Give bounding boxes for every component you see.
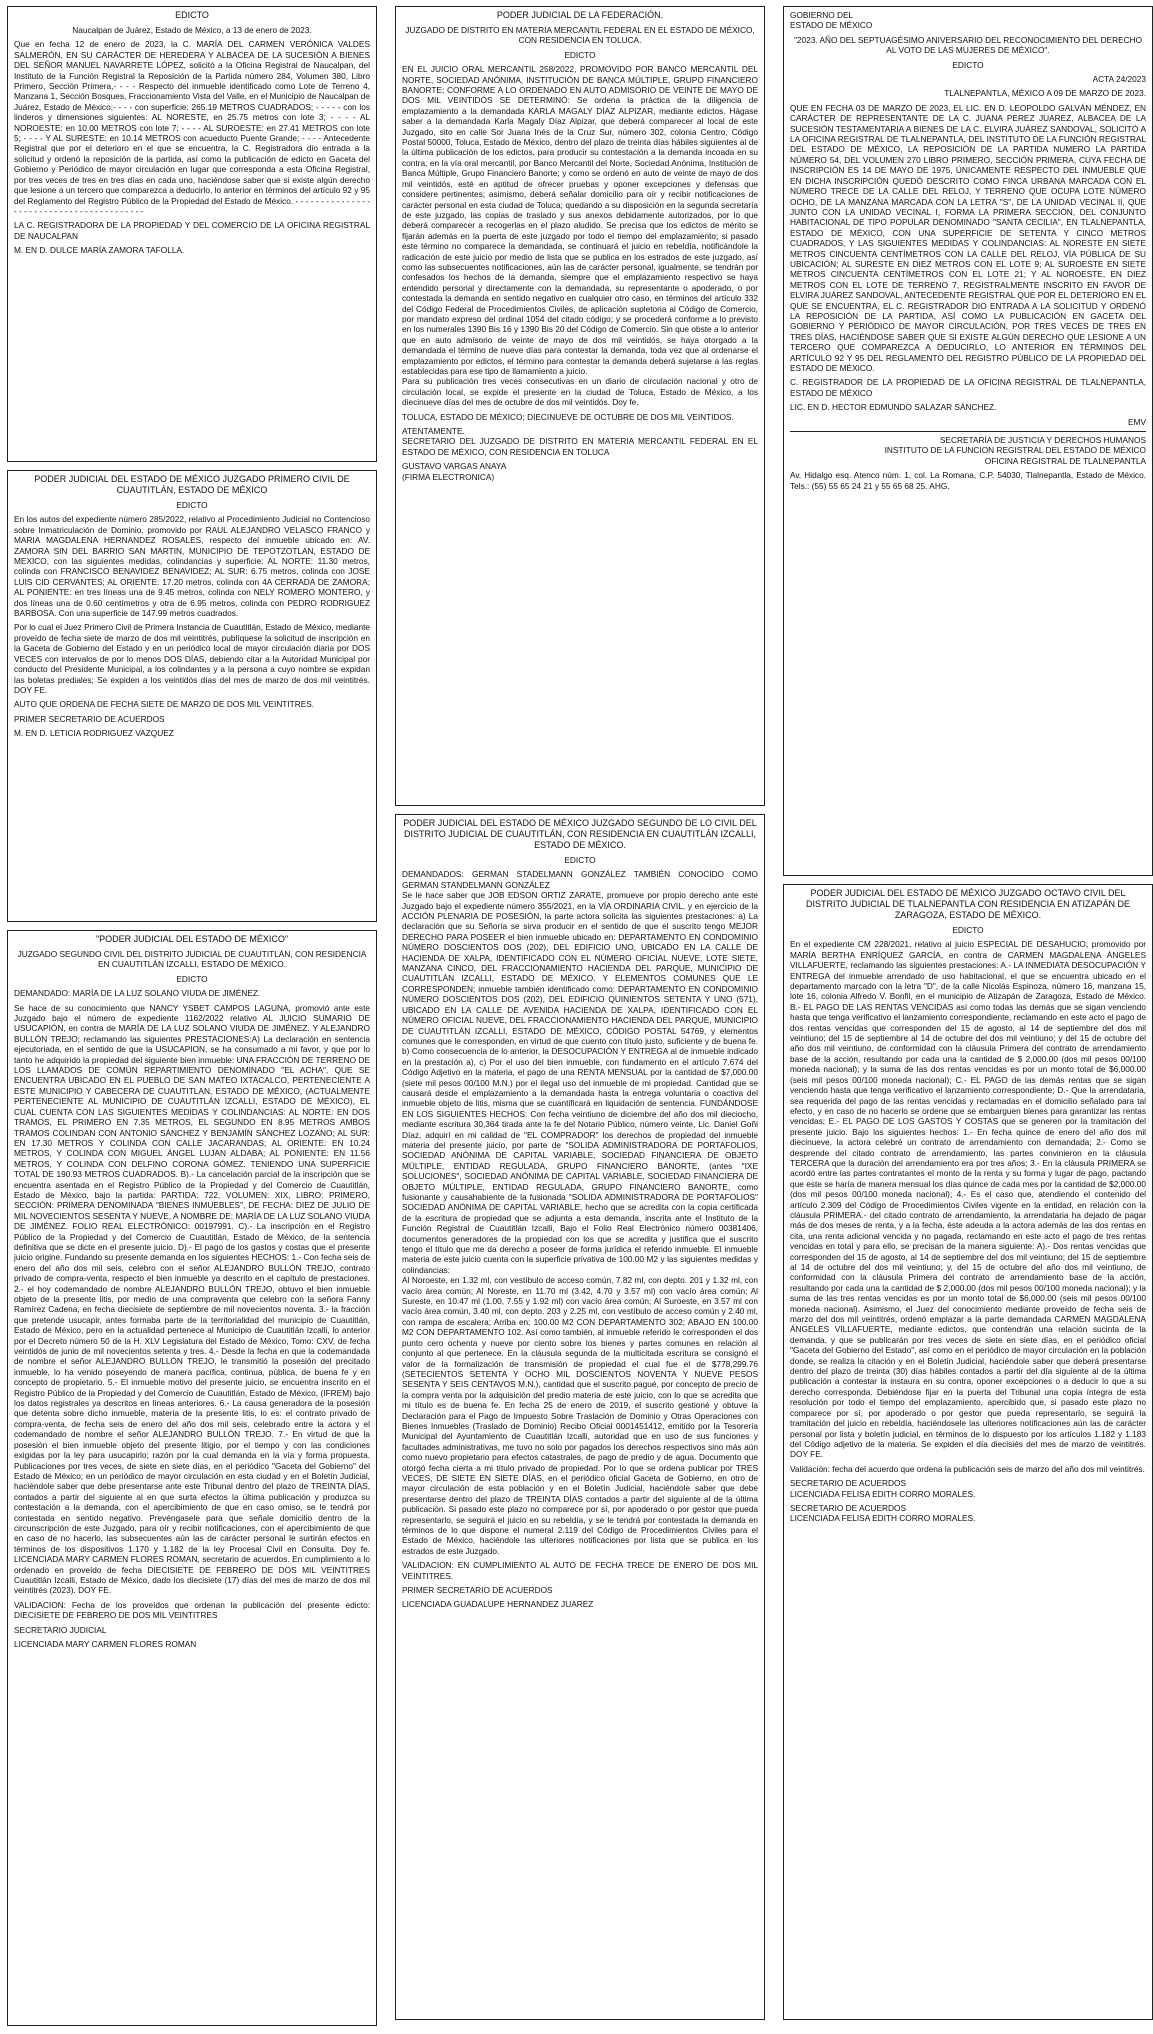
edict-signature-title: SECRETARIO JUDICIAL — [14, 1624, 107, 1635]
edict-signature-name: M. EN D. LETICIA RODRIGUEZ VAZQUEZ — [14, 728, 174, 739]
edict-title: EDICTO — [176, 973, 208, 984]
edict-paragraph: EN EL JUICIO ORAL MERCANTIL 258/2022, PROMOVIDO POR BANCO MERCANTIL DEL NORTE, SOCIEDAD ANÓNIMA, INSTITUCIÓN DE BANCA MÚLTIPLE, GRUPO FINANCIERO BANORTE; CONFORME A LO ORDENADO EN AUTO ADMISORIO DE VEINTE DE MAYO DE DOS MIL VEINTIDÓS SE DETERMINÓ: Se ordena la práctica de la diligencia de emplazamiento a la demandada KARLA MAGALY DÍAZ ALPIZAR, mediante edictos. Hágase saber a la demandada Karla Magaly Díaz Alpizar, que deberá comparecer al local de este Juzgado, sito en calle Sor Juana Inés de la Cruz Sur, número 302, colonia Centro, Código Postal 50000, Toluca, Estado de México, dentro del plazo de treinta días hábiles siguientes al de la última publicación de los edictos, para producir su contestación a la demanda incoada en su contra, en la vía oral mercantil, por Banco Mercantil del Norte, Sociedad Anónima, Institución de Banca Múltiple, Grupo Financiero Banorte; y como se ordenó en auto de veinte de mayo de dos mil veintidós, esté en aptitud de ofrecer pruebas y oponer excepciones y defensas que considere pertinentes; asimismo, deberá señalar domicilio para oír y recibir notificaciones de carácter personal en esta ciudad de Toluca; quedando a su disposición en la segunda secretaría de este juzgado, las copias de traslado y sus anexos debidamente autorizados, por lo que deberá comparecer a recogerlas en el plazo aludido. Se precisa que los edictos de mérito se fijarán además en la puerta de este juzgado por todo el tiempo del emplazamiento; si pasado este término no comparece la demandada, se continuará el juicio en rebeldía, notificándole la radicación de este juicio por medio de lista que se publica en los estrados de este juzgado, así como las subsecuentes notificaciones, aún las de carácter personal, igualmente, se tendrán por confesados los hechos de la demanda, siempre que el emplazamiento respectivo se haya entendido personal y directamente con la demandada, su representante o apoderado, o por contestada la demanda en sentido negativo en cualquier otro caso, en términos del artículo 332 del Código Federal de Procedimientos Civiles, de aplicación supletoria al Código de Comercio, por mandato expreso del ordinal 1054 del citado código; y se procederá conforme a lo previsto en los numerales 1390 Bis 16 y 1390 Bis 20 del Código de Comercio. Sin que obste a lo anterior que en auto admisorio de veinte de mayo de dos mil veintidós, se haya otorgado a la demandada el término de nueve días para contestar la demanda, toda vez que al ordenarse el emplazamiento por edictos, el término para contestar la demanda deberá sujetarse a las reglas establecidas para ese tipo de llamamiento a juicio. Para su publicación tres veces consecutivas en un diario de circulación nacional y otro de circulación local, se expide el presente en la ciudad de Toluca, Estado de México, a los diecinueve días del mes de octubre de dos mil veintidós. Doy fe. — [402, 64, 758, 408]
edict-title: EDICTO — [952, 59, 984, 70]
edict-paragraph: Naucalpan de Juárez, Estado de México, a 13 de enero de 2023. — [72, 25, 312, 35]
edict-header: PODER JUDICIAL DEL ESTADO DE MÉXICO JUZGADO SEGUNDO DE LO CIVIL DEL DISTRITO JUDICIAL DE CUAUTITLÁN, CON RESIDENCIA EN CUAUTITLÁN IZCALLI, ESTADO DE MÉXICO. — [403, 818, 757, 850]
edict-paragraph: En los autos del expediente número 285/2022, relativo al Procedimiento Judicial no Contencioso sobre Inmatriculación de Dominio, promovido por RAUL ALEJANDRO VELASCO FRANCO y MARIA MAGDALENA HERNANDEZ ROSALES, respecto del inmueble ubicado en: AV. ZAMORA SIN DEL BARRIO SAN MARTIN, MUNICIPIO DE TEPOTZOTLAN, ESTADO DE MEXICO, con las siguientes medidas, colindancias y superficie: AL NORTE: 11.30 metros, colinda con FRANCISCO BENAVIDEZ BENAVIDEZ; AL SUR: 6.75 metros, colinda con JOSE LUIS CID CERVANTES; AL ORIENTE: 17.20 metros, colinda con 4A CERRADA DE ZAMORA; AL PONIENTE: en tres líneas una de 9.45 metros, colinda con NELY ROMERO MONTERO, y dos líneas una de 0.60 centímetros y otra de 6.95 metros, colinda con PEDRO RODRIGUEZ BARBOSA. Con una superficie de 147.99 metros cuadrados. — [14, 514, 370, 619]
acta-number: ACTA 24/2023 — [1092, 74, 1146, 85]
edict-paragraph: QUE EN FECHA 03 DE MARZO DE 2023, EL LIC. EN D. LEOPOLDO GALVÁN MÉNDEZ, EN CARÁCTER DE REPRESENTANTE DE LA C. JUANA PEREZ JUAREZ, ALBACEA DE LA SUCESIÓN TESTAMENTARIA A BIENES DE LA C. ELVIRA JUÁREZ SANDOVAL, SOLICITÓ A LA OFICINA REGISTRAL DE TLALNEPANTLA, DEL INSTITUTO DE LA FUNCIÓN REGISTRAL DEL ESTADO DE MÉXICO, LA REPOSICIÓN DE LA PARTIDA NUMERO LA PARTIDA NÚMERO 54, DEL VOLUMEN 270 LIBRO PRIMERO, SECCIÓN PRIMERA, CUYA FECHA DE INSCRIPCIÓN ES 14 DE MAYO DE 1975, ÚNICAMENTE RESPECTO DEL INMUEBLE QUE EN DICHA INSCRIPCIÓN QUEDÓ DESCRITO COMO FINCA URBANA MARCADA CON EL NÚMERO TRECE DE LA CALLE DEL RELOJ, Y TERRENO QUE OCUPA LOTE NÚMERO OCHO, DE LA MANZANA MARCADA CON LA LETRA "S", DE LA UNIDAD VECINAL II, QUE JUNTO CON LA UNIDAD VECINAL I, FORMA LA PRIMERA SECCIÓN, DEL CONJUNTO HABITACIONAL DE TIPO POPULAR DENOMINADO "SANTA CECILIA", EN TLALNEPANTLA, ESTADO DE MÉXICO, CON UNA SUPERFICIE DE SETENTA Y CINCO METROS CUADRADOS, Y LAS SIGUIENTES MEDIDAS Y COLINDANCIAS: AL NORESTE EN SIETE METROS CINCUENTA CENTÍMETROS CON LA CALLE DEL RELOJ, VÍA PÚBLICA DE SU UBICACIÓN; AL SURESTE EN DIEZ METROS CON EL LOTE 9; AL SUROESTE EN SIETE METROS CINCUENTA CENTÍMETROS CON EL LOTE 21; Y AL NOROESTE, EN DIEZ METROS CON EL LOTE DE TERRENO 7, REGISTRALMENTE INSCRITO EN FAVOR DE ELVIRA JUÁREZ SANDOVAL, ANTECEDENTE REGISTRAL QUE POR EL DETERIORO EN EL QUE SE ENCUENTRA, EL C. REGISTRADOR DIO ENTRADA A LA SOLICITUD Y ORDENÓ LA REPOSICIÓN DE LA PARTIDA, ASÍ COMO LA PUBLICACIÓN EN GACETA DEL GOBIERNO Y PERIÓDICO DE MAYOR CIRCULACIÓN, POR TRES VECES DE TRES EN TRES DÍAS, HACIÉNDOSE SABER QUE SI EXISTE ALGÚN DERECHO QUE LESIONE A UN TERCERO QUE COMPAREZCA A DEDUCIRLO, LO ANTERIOR EN TÉRMINOS DEL ARTÍCULO 92 Y 95 DEL REGLAMENTO DEL REGISTRO PÚBLICO DE LA PROPIEDAD DEL ESTADO DE MÉXICO. — [790, 102, 1146, 373]
edict-title: EDICTO — [952, 925, 984, 935]
column-1 — [7, 6, 377, 2034]
year-motto: "2023. AÑO DEL SEPTUAGÉSIMO ANIVERSARIO DEL RECONOCIMIENTO DEL DERECHO AL VOTO DE LAS MUJERES DE MÉXICO". — [793, 34, 1143, 56]
edict-title: EDICTO — [564, 855, 596, 865]
edict-paragraph: VALIDACION: Fecha de los proveídos que ordenan la publicación del presente edicto: DIECISIETE DE FEBRERO DE DOS MIL VEINTITRES — [14, 1599, 370, 1621]
government-header: GOBIERNO DEL ESTADO DE MÉXICO — [790, 10, 873, 31]
edict-signature-name: GUSTAVO VARGAS ANAYA (FIRMA ELECTRONICA) — [402, 461, 507, 482]
edict-tlalnepantla-registral — [783, 6, 1153, 876]
edict-signature-name: LICENCIADA GUADALUPE HERNANDEZ JUAREZ — [402, 1599, 594, 1610]
edict-signature-title: LA C. REGISTRADORA DE LA PROPIEDAD Y DEL COMERCIO DE LA OFICINA REGISTRAL DE NAUCALPAN — [14, 220, 370, 241]
edict-paragraph: Que en fecha 12 de enero de 2023, la C. MARÍA DEL CARMEN VERÓNICA VALDES SALMERÓN, EN SU CARÁCTER DE HEREDERA Y ALBACEA DE LA SUCESIÓN A BIENES DEL SEÑOR MANUEL NAVARRETE LÓPEZ, solicitó a la Oficina Registral de Naucalpan, del Instituto de la Función Registral la Reposición de la Partida número 284, Volumen 380, Libro Primero, Sección Primera,- - - - Respecto del inmueble identificado como Lote de Terreno 4, Manzana 1, Sección Bosques, Fraccionamiento Vista del Valle, en el Municipio de Naucalpan de Juárez, Estado de México;- - - - con superficie: 265.19 METROS CUADRADOS; - - - - - con los linderos y dimensiones siguientes: AL NORESTE, en 25.75 metros con lote 3; - - - - AL NOROESTE: en 10.00 METROS con lote 7; - - - - AL SUROESTE: en 27.41 METROS con lote 5; - - - - Y AL SURESTE: en 10.14 METROS con acueducto Puente Grande; - - - - Antecedente Registral que por el deterioro en el que se encuentra, la C. Registradora dio entrada a la solicitud y ordenó la reposición de la partida, así como la publicación de edicto en Gaceta del Gobierno y Periódico de mayor circulación en lugar que corresponda a esta Oficina Registral, por tres veces de tres en tres días en cada uno, haciéndose saber que si existe algún derecho que lesione a un tercero que comparezca a deducirlo, lo anterior en términos del artículo 92 y 95 del Reglamento del Registro Público de la Propiedad del Estado de México. - - - - - - - - - - - - - - - - - - - - - - - - - - - - - - - - - - - - - - - - - — [14, 39, 370, 216]
edict-signature-title: SECRETARIO DE ACUERDOS LICENCIADA FELISA EDITH CORRO MORALES. — [790, 1478, 976, 1499]
edict-title: EDICTO — [564, 49, 596, 60]
edict-toluca-federal — [395, 6, 765, 806]
address-footer: Av. Hidalgo esq. Atenco núm. 1, col. La Romana, C.P. 54030, Tlalnepantla, Estado de México. Tels.: (55) 55 65 24 21 y 55 65 68 25. AHG. — [790, 470, 1146, 491]
edict-header: "PODER JUDICIAL DEL ESTADO DE MÉXICO" — [95, 934, 289, 944]
column-3 — [783, 6, 1153, 2028]
edict-paragraph: JUZGADO DE DISTRITO EN MATERIA MERCANTIL FEDERAL EN EL ESTADO DE MÉXICO, CON RESIDENCIA EN TOLUCA. — [405, 25, 755, 46]
edict-paragraph: JUZGADO SEGUNDO CIVIL DEL DISTRITO JUDICIAL DE CUAUTITLÁN, CON RESIDENCIA EN CUAUTITLÁN IZCALLI, ESTADO DE MÉXICO. — [17, 949, 367, 970]
edict-cuautitlan-1 — [7, 470, 377, 922]
edict-signature-name: M. EN D. DULCE MARÍA ZAMORA TAFOLLA. — [14, 245, 185, 256]
edict-paragraph: TOLUCA, ESTADO DE MÉXICO; DIECINUEVE DE OCTUBRE DE DOS MIL VEINTIDOS. — [402, 411, 734, 422]
edict-signature-name: LICENCIADA MARY CARMEN FLORES ROMAN — [14, 1639, 197, 1649]
edict-signature-title: ATENTAMENTE. SECRETARIO DEL JUZGADO DE DISTRITO EN MATERIA MERCANTIL FEDERAL EN EL ESTADO DE MÉXICO, CON RESIDENCIA EN TOLUCA — [402, 426, 758, 457]
edict-paragraph: VALIDACION: EN CUMPLIMIENTO AL AUTO DE FECHA TRECE DE ENERO DE DOS MIL VEINTITRES. — [402, 1560, 758, 1581]
edict-naucalpan — [7, 6, 377, 462]
edict-signature-title: PRIMER SECRETARIO DE ACUERDOS — [402, 1585, 553, 1596]
edict-header: PODER JUDICIAL DEL ESTADO DE MÉXICO JUZGADO PRIMERO CIVIL DE CUAUTITLÁN, ESTADO DE MÉXICO — [34, 474, 350, 495]
edict-signature-name: SECRETARIO DE ACUERDOS LICENCIADA FELISA EDITH CORRO MORALES. — [790, 1502, 976, 1524]
edict-header: EDICTO — [175, 10, 209, 20]
initials: EMV — [1128, 416, 1146, 427]
edict-date: TLALNEPANTLA, MÉXICO A 09 DE MARZO DE 2023. — [944, 88, 1146, 99]
edict-header: PODER JUDICIAL DE LA FEDERACIÓN. — [496, 10, 664, 20]
edict-paragraph: En el expediente CM 228/2021, relativo al juicio ESPECIAL DE DESAHUCIO, promovido por MARÍA BERTHA ENRÍQUEZ GARCÍA, en contra de CARMEN MAGDALENA ÁNGELES VILLAFUERTE, reclamando las siguientes prestaciones: A.- LA INMEDIATA DESOCUPACIÓN Y ENTREGA del inmueble arrendado de uso habitacional, el que se encuentra ubicado en el departamento marcado con la letra "D", de la calle Nicolás Espinoza, número 16, manzana 15, lote 16, colonia Alfredo V. Bonfil, en el municipio de Atizapán de Zaragoza, Estado de México. B.- EL PAGO DE LAS RENTAS VENCIDAS así como todas las demás que se sigan venciendo hasta que tenga verificativo el lanzamiento correspondiente, reclamando en este acto el pago de dos rentas vencidas que corresponden del 15 de agosto, al 14 de septiembre del dos mil veintiuno; del 15 de septiembre al 14 de octubre del dos mil veintiuno; y del 15 de octubre del año dos mil veintiuno, de conformidad con la cláusula Primera del contrato de arrendamiento base de la acción, resultando por cada una la cantidad de $ 2,000.00 (dos mil pesos 00/100 moneda nacional); y la suma de las dos rentas vencidas es por un monto total de $6,000.00 (seis mil pesos 00/100 moneda nacional); C.- EL PAGO de las demás rentas que se sigan venciendo hasta que tenga verificativo el lanzamiento correspondiente; D.- Que la arrendataria, sea requerida del pago de las rentas vencidas y reclamadas en el domicilio señalado para tal efecto, y en caso de no hacerlo se ordene que se embarguen bienes para garantizar las rentas vencidas; E.- EL PAGO DE LOS GASTOS Y COSTAS que se generen por la tramitación del presente juicio. Bajo los siguientes hechos: 1.- En fecha quince de enero del año dos mil diecinueve, la actora celebré un contrato de arrendamiento con demandada; 2.- Como se desprende del citado contrato de arrendamiento, las partes convinieron en la cláusula TERCERA que la duración del arrendamiento era por tres años; 3.- En la cláusula PRIMERA se acordó entre las partes contratantes el monto de la renta y su forma y lugar de pago, pactando que este se haría de manera mensual los días quince de cada mes por la cantidad de $2,000.00 (dos mil pesos 00/100 moneda nacional); 4.- Es el caso que, atendiendo el contenido del artículo 2.309 del Código de Procedimientos Civiles vigente en la entidad, en relación con la cláusula PRIMERA.- del citado contrato de arrendamiento, la arrendataria ha dejado de pagar más de dos meses de renta, y a la fecha, éste adeuda a la actora además de las dos rentas en cita, una renta adicional vencida y no pagada, reclamando en este acto el pago de tres rentas vencidas en total y para ello, se precisan de la manera siguiente: A).- Dos rentas vencidas que corresponden del 15 de agosto, al 14 de septiembre del dos mil veintiuno; del 15 de septiembre al 14 de octubre del dos mil veintiuno; y, del 15 de octubre del año dos mil veintiuno, de conformidad con la cláusula Primera del contrato de arrendamiento base de la acción, resultando por cada una la cantidad de $ 2,000.00 (dos mil pesos 00/100 moneda nacional); y la suma de las tres rentas vencidas es por un monto total de $6,000.00 (seis mil pesos 00/100 moneda nacional). Asimismo, el Juez del conocimiento mediante proveído de fecha seis de marzo del dos mil veintitrés, ordenó emplazar a la parte demandada CARMEN MAGDALENA ÁNGELES VILLAFUERTE, mediante edictos, que contendrán una relación sucinta de la demanda, y que se publicarán por tres veces de siete en siete días, en el periódico oficial "Gaceta del Gobierno del Estado", así como en el periódico de mayor circulación en la población donde, se realiza la citación y en el Boletín Judicial, haciéndole saber que deberá presentarse dentro del plazo de treinta (30) días hábiles contados a partir del día siguiente al de la última publicación a contestar la instaura en su contra, oponer excepciones o a deducir lo que a su derecho corresponda. Debiéndose fijar en la puerta del Tribunal una copia íntegra de esta resolución por todo el tiempo del emplazamiento, apercibido que, si pasado este plazo no comparece por sí, por apoderado o por gestor que pueda representarlo, se seguirá la tramitación del juicio en rebeldía, haciéndosele las ulteriores notificaciones aún las de carácter personal por lista y boletín judicial, en términos de lo dispuesto por los artículos 1.182 y 1.183 del Código adjetivo de la materia. Se expiden el día diecisiés del mes de marzo de veintitrés. DOY FE. — [790, 939, 1146, 1460]
edict-paragraph: AUTO QUE ORDENA DE FECHA SIETE DE MARZO DE DOS MIL VEINTITRES. — [14, 699, 315, 710]
edict-paragraph: DEMANDADO: MARÍA DE LA LUZ SOLANO VIUDA DE JIMÉNEZ. — [14, 988, 261, 999]
edict-paragraph: Validación: fecha del acuerdo que ordena la publicación seis de marzo del año dos mil veintitrés. — [790, 1463, 1145, 1474]
edict-signature-title: PRIMER SECRETARIO DE ACUERDOS — [14, 713, 165, 724]
edict-paragraph: DEMANDADOS: GERMAN STADELMANN GONZÁLEZ TAMBIÉN CONOCIDO COMO GERMAN STANDELMANN GONZÁLEZ Se le hace saber que JOB EDSON ORTIZ ZARATE, promueve por propio derecho ante este Juzgado bajo el expediente número 355/2021, en la VÍA ORDINARIA CIVIL, y en ejercicio de la ACCIÓN PLENARIA DE POSESIÓN, la parte actora solicita las siguientes prestaciones: a) La declaración que su Señoría se sirva producir en el sentido de que el suscrito tengo MEJOR DERECHO PARA POSEER el bien inmueble ubicado en: DEPARTAMENTO EN CONDOMINIO NÚMERO DOSCIENTOS DOS (202), DEL EDIFICIO UNO, UBICADO EN LA CALLE DE HACIENDA DE XALPA, IDENTIFICADO CON EL NÚMERO OFICIAL NUEVE, LOTE SIETE, MANZANA CINCO, DEL FRACCIONAMIENTO HACIENDA DEL PARQUE, MUNICIPIO DE CUAUTITLÁN IZCALLI, ESTADO DE MÉXICO. Y ELEMENTOS COMUNES QUE LE CORRESPONDEN; inmueble también identificado como: DEPARTAMENTO EN CONDOMINIO NÚMERO DOSCIENTOS DOS (202), DEL EDIFICIO QUINIENTOS SETENTA Y UNO (571), UBICADO EN LA CALLE DE AVENIDA HACIENDA DE XALPA, IDENTIFICADO CON EL NÚMERO OFICIAL NUEVE, DEL FRACCIONAMIENTO HACIENDA DEL PARQUE, MUNICIPIO DE CUAUTITLÁN IZCALLI, ESTADO DE MÉXICO, CÓDIGO POSTAL 54769, y elementos comunes que le corresponden, en virtud de que cuento con título justo, suficiente y de buena fe. b) Como consecuencia de lo anterior, la DESOCUPACIÓN Y ENTREGA al de inmueble indicado en la prestación a), c) Por el uso del bien inmueble, con fundamento en el artículo 7.674 del Código Adjetivo en la materia, el pago de una RENTA MENSUAL por la cantidad de $7,000.00 (siete mil pesos 00/100 M.N.) por el ilegal uso del inmueble de mi propiedad. Cantidad que se causará desde el emplazamiento a la demandada hasta la entrega voluntaria o coactiva del inmueble objeto de litis, misma que se cuantificará en liquidación de sentencia. FUNDÁNDOSE EN LOS SIGUIENTES HECHOS: Con fecha veintiuno de diciembre del año dos mil dieciocho, mediante escritura 30,364 tirada ante la fe del Notario Público, número veinte, Lic. Daniel Goñi Díaz, adquirí en mi calidad de "EL COMPRADOR" los derechos de propiedad del inmueble materia del presente juicio, por parte de "SOLIDA ADMINISTRADORA DE PORTAFOLIOS, SOCIEDAD ANÓNIMA DE CAPITAL VARIABLE, SOCIEDAD FINANCIERA DE OBJETO MÚLTIPLE, ENTIDAD REGULADA, GRUPO FINANCIERO BANORTE, (antes "IXE SOLUCIONES", SOCIEDAD ANÓNIMA DE CAPITAL VARIABLE, SOCIEDAD FINANCIERA DE OBJETO MÚLTIPLE, ENTIDAD REGULADA, GRUPO FINANCIERO BANORTE, como fusionante y causahabiente de la fusionada "SOLIDA ADMINISTRADORA DE PORTAFOLIOS" SOCIEDAD ANÓNIMA DE CAPITAL VARIABLE, hecho que se acredita con la copia certificada de la escritura de propiedad que se adjunta a esta demanda, inscrita ante el Instituto de la Función Registral de Cuautitlán Izcalli, Bajo el Folio Real Electrónico número 00381406, documentos generadores de la propiedad con los que se acredita y justifica que el suscrito tengo el título que me da derecho a poseer de forma jurídica el referido inmueble. El inmueble materia de este juicio cuenta con la superficie privativa de 100.00 M2 y las siguientes medidas y colindancias: Al Noroeste, en 1.32 ml, con vestíbulo de acceso común, 7.82 ml, con depto. 201 y 1.32 ml, con vacío área común; Al Noreste, en 11.70 ml (3.42, 4.70 y 3.57 ml) con vacío área común; Al Sureste, en 10.47 ml (1.00, 7.55 y 1.92 ml) con vacío área común; Al Suroeste, en 3.57 ml con vacío área común, 3.40 ml, con depto. 203 y 2.25 ml, con vestíbulo de acceso común y 2.40 ml, con rampa de escalera; Arriba en: 100.00 M2 CON DEPARTAMENTO 302; ABAJO EN 100.00 M2 CON DEPARTAMENTO 102. Así como también, al inmueble referido le corresponden el dos punto cero ochenta y nueve por ciento sobre los bienes y partes comunes en relación al conjunto al que pertenece. En la cláusula segunda de la multicitada escritura se consignó el valor de la formalización de transmisión de propiedad el cual fue el de $778,299.76 (SETECIENTOS SETENTA Y OCHO MIL DOSCIENTOS NOVENTA Y NUEVE PESOS SESENTA Y SEIS CENTAVOS M.N.), cantidad que el suscrito pagué, por concepto de precio de la compra venta por la adquisición del predio materia de este juicio, con lo que se acredita que mi título es de buena fe. En fecha 25 de enero de 2019, el suscrito gestioné y obtuve la Declaración para el Pago de Impuesto Sobre Traslación de Dominio y Otras Operaciones con Bienes Inmuebles (Traslado de Dominio) Recibo Oficial 0001451412, emitido por la Tesorería Municipal del Ayuntamiento de Cuautitlán Izcalli, autoridad que en uso de sus funciones y facultades administrativas, me tuvo no solo por pagados los derechos respectivos sino más aún como nuevo propietario para efectos catastrales, de pago de predio y de agua. Documento que otorgó fecha cierta a mi título privado de propiedad. Por lo que se ordena publicar por TRES VECES, DE SIETE EN SIETE DÍAS, en el periódico oficial Gaceta de Gobierno, en otro de mayor circulación de esta población y en el Boletín Judicial, haciéndole saber que debe presentarse dentro del plazo de TREINTA DÍAS contados a partir del siguiente al de la última publicación. Si pasado este plazo no comparece por sí, por apoderado o por gestor que pueda representarlo, se seguirá el juicio en su rebeldía, y se le tendrá por contestada la demanda en términos de lo que dispone el numeral 2.119 del Código de Procedimientos Civiles para el Estado de México, haciéndole las ulteriores notificaciones por lista que se publica en los estrados de este Juzgado. — [402, 869, 758, 1556]
edict-atizapan — [783, 884, 1153, 2020]
edict-paragraph: Por lo cual el Juez Primero Civil de Primera Instancia de Cuautitlán, Estado de México, mediante proveído de fecha siete de marzo de dos mil veintitrés, publíquese la solicitud de inscripción en la Gaceta de Gobierno del Estado y en un periódico local de mayor circulación diaria por DOS VECES con intervalos de por lo menos DOS DÍAS, debiendo citar a la Autoridad Municipal por conducto del Presidente Municipal, a los colindantes y a la persona a cuyo nombre se expidan las boletas prediales; Se expiden a los veintidós días del mes de marzo de dos mil veintitrés. DOY FE. — [14, 622, 371, 695]
edict-signature-title: C. REGISTRADOR DE LA PROPIEDAD DE LA OFICINA REGISTRAL DE TLALNEPANTLA, ESTADO DE MÉXICO — [790, 377, 1146, 398]
edict-signature-name: LIC. EN D. HECTOR EDMUNDO SALAZAR SÁNCHEZ. — [790, 402, 997, 413]
edict-cuautitlan-izcalli-2 — [395, 814, 765, 2020]
edict-cuautitlan-izcalli — [7, 930, 377, 2026]
edict-paragraph: Se hace de su conocimiento que NANCY YSBET CAMPOS LAGUNA, promovió ante este Juzgado bajo el número de expediente 1162/2022 relativo AL JUICIO SUMARIO DE USUCAPIÓN, en contra de MARÍA DE LA LUZ SOLANO VIUDA DE JIMÉNEZ. Y ALEJANDRO BULLÓN TREJO; reclamando las siguientes PRESTACIONES:A) La declaración en sentencia ejecutoriada, en el sentido de que la USUCAPION, se ha consumado a mi favor, y que por lo tanto he adquirido la propiedad del siguiente bien inmueble: UNA FRACCIÓN DE TERRENO DE LOS LLAMADOS DE COMÚN REPARTIMIENTO DENOMINADO "EL ACHA", QUE SE ENCUENTRA UBICADO EN EL PUEBLO DE SAN MATEO IXTACALCO, PERTENECIENTE A ESTE MUNICIPIO Y CABECERA DE CUAUTITLAN, ESTADO DE MÉXICO, (ACTUALMENTE PERTENECIENTE AL MUNICIPIO DE CUAUTITLÁN IZCALLI, ESTADO DE MÉXICO), EL CUAL CUENTA CON LAS SIGUIENTES MEDIDAS Y COLINDANCIAS: AL NORTE: EN DOS TRAMOS, EL PRIMERO EN 7.35 METROS, EL SEGUNDO EN 8.95 METROS AMBOS TRAMOS COLINDAN CON ANTONIO SÁNCHEZ Y BENJAMÍN SÁNCHEZ LOZANO; AL SUR: EN 17.30 METROS Y COLINDA CON CALLE JACARANDAS; AL ORIENTE: EN 10.24 METROS, Y COLINDA CON MIGUEL ÁNGEL LUJAN ALDABA; AL PONIENTE: EN 11.56 METROS, Y COLINDA CON DELFINO CORONA GÓMEZ. TENIENDO UNA SUPERFICIE TOTAL DE 190.93 METROS CUADRADOS. B).- La cancelación parcial de la inscripción que se encuentra asentada en el Registro Público de la Propiedad y del Comercio de Cuautitlán, Estado de México, bajo la partida: PARTIDA: 722, VOLUMEN: XIX, LIBRO: PRIMERO, SECCIÓN: PRIMERA DENOMINADA "BIENES INMUEBLES", DE FECHA: DIEZ DE JULIO DE MIL NOVECIENTOS SESENTA Y NUEVE, A NOMBRE DE: MARÍA DE LA LUZ SOLANO VIUDA DE JIMÉNEZ. FOLIO REAL ELECTRÓNICO: 00197991. C).- La inscripción en el Registro Público de la Propiedad y del Comercio de Cuautitlán, Estado de México, de la sentencia definitiva que se dicte en el presente juicio. D).- El pago de los gastos y costas que el presente juicio origine. Fundando su presente demanda en los siguientes HECHOS: 1.- Con fecha seis de enero del año dos mil seis, celebro con el señor ALEJANDRO BULLÓN TREJO, contrato privado de compra-venta, respecto el bien inmueble ya descrito en el capítulo de prestaciones. 2.- el hoy codemandado de nombre ALEJANDRO BULLÓN TREJO, obtuvo el bien inmueble objeto de la presente litis, por medio de una compraventa que celebro con la señora Fanny Ramírez Cadena, en fecha diecisiete de septiembre de mil novecientos noventa. 3.- la fracción que pretende usucapir, antes formaba parte de la territorialidad del municipio de Cuautitlán, Estado de México, pero en la actualidad pertenece al Municipio de Cuautitlán Izcalli, lo anterior por el Decreto número 50 de la H. XLV Legislatura del Estado de México, Tomo: CXV, de fecha veintidós de junio de mil novecientos setenta y tres. 4.- Desde la fecha en que la codemandada de nombre el señor ALEJANDRO BULLÓN TREJO, le transmitió la posesión del precitado inmueble, lo ha venido poseyendo de manera pacífica, continua, pública, de buena fe y en concepto de propietario. 5.- El inmueble motivo del presente juicio, se encuentra inscrito en el Registro Público de la Propiedad y del Comercio de Cuautitlán, Estado de México, (IFREM) bajo los datos registrales ya descritos en líneas anteriores. 6.- La causa generadora de la posesión que detenta sobre dicho inmueble, materia de la presente litis, lo es: el contrato privado de compra-venta, de fecha seis de enero del año dos mil seis, celebrado entre la actora y el codemandado de nombre el señor ALEJANDRO BULLÓN TREJO. 7.- En virtud de que la posesión el bien inmueble objeto del presente litigio, por el tiempo y con las condiciones exigidas por la ley para usucapirlo; razón por la cual demanda en la vía y forma propuesta. Publicaciones por tres veces, de siete en siete días, en el periódico "Gaceta del Gobierno" del Estado de México; en un periódico de mayor circulación en esta ciudad y en el Boletín Judicial, haciéndole saber que debe presentarse ante este Tribunal dentro del plazo de TREINTA DÍAS, contados a partir del siguiente al en que surta efectos la última publicación y produzca su contestación a la demanda, con el apercibimiento de que en caso omiso, se le tendrá por contestada en sentido negativo. Prevéngasele para que señale domicilio dentro de la circunscripción de este Juzgado, para oír y recibir notificaciones, con el apercibimiento de que en caso de no hacerlo, las subsecuentes aún las de carácter personal le surtirán efectos en términos de los dispositivos 1.170 y 1.182 de la ley Procesal Civil en Consulta. Doy fe. LICENCIADA MARY CARMEN FLORES ROMAN, secretario de acuerdos. En cumplimiento a lo ordenado en proveído de fecha DIECISIETE DE FEBRERO DE DOS MIL VEINTITRES Cuautitlán Izcalli, Estado de México, dado los diecisiete (17) días del mes de marzo de dos mil veintitrés (2023). DOY FE. — [14, 1002, 370, 1596]
edict-header: PODER JUDICIAL DEL ESTADO DE MÉXICO JUZGADO OCTAVO CIVIL DEL DISTRITO JUDICIAL DE TLALNEPANTLA CON RESIDENCIA EN ATIZAPÁN DE ZARAGOZA, ESTADO DE MÉXICO. — [805, 888, 1131, 920]
edict-title: EDICTO — [176, 500, 208, 510]
institution-footer: SECRETARÍA DE JUSTICIA Y DERECHOS HUMANOS INSTITUTO DE LA FUNCION REGISTRAL DEL ESTADO DE MÉXICO OFICINA REGISTRAL DE TLALNEPANTLA — [790, 431, 1146, 466]
column-2 — [395, 6, 765, 2028]
